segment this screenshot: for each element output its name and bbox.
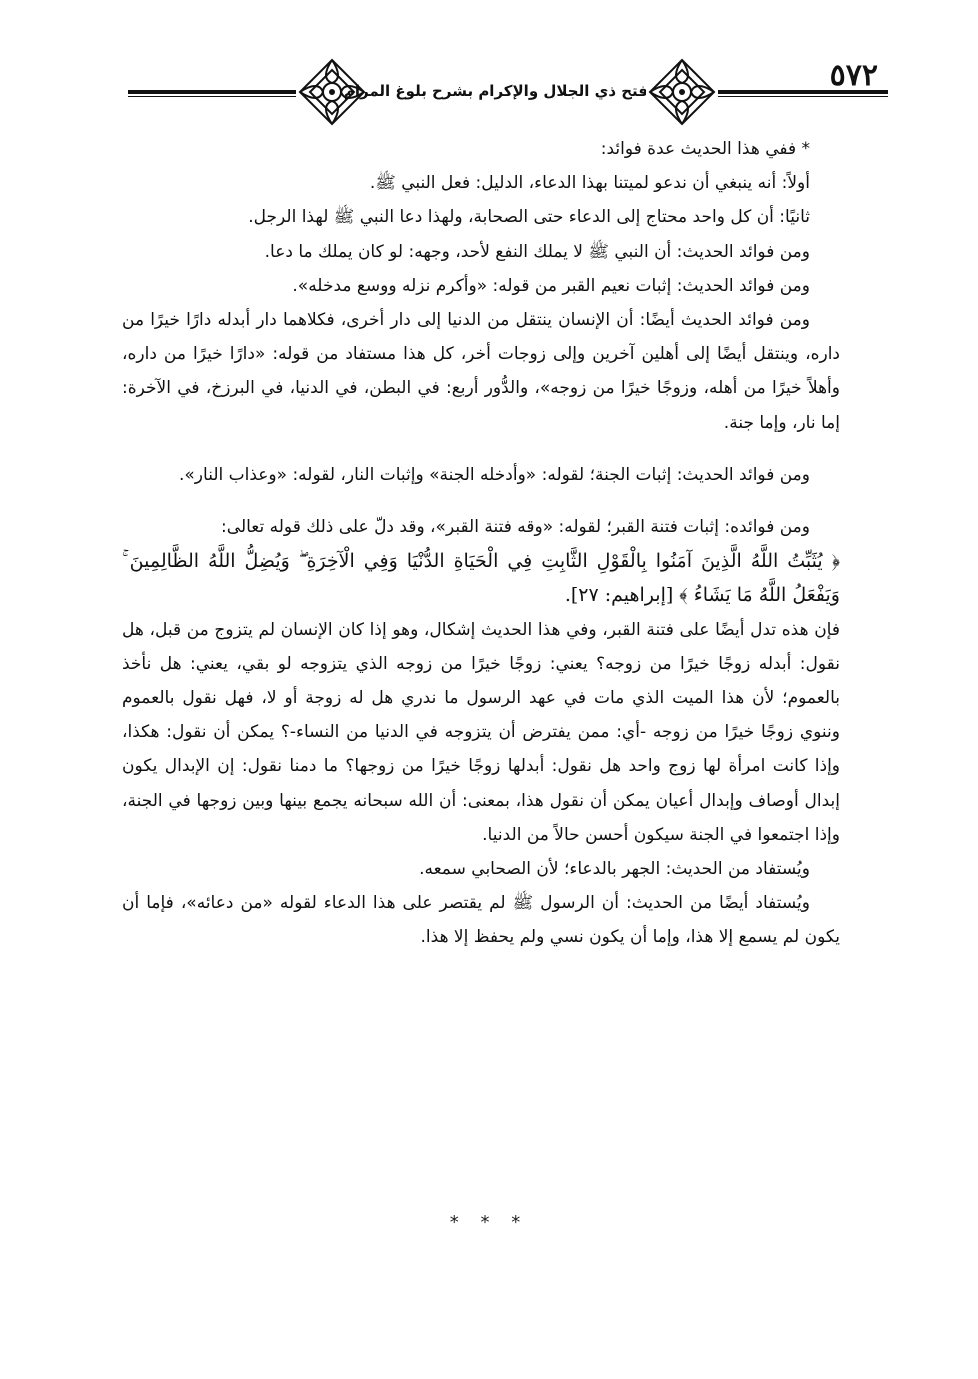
page-header (118, 50, 888, 130)
paragraph: ومن فوائده: إثبات فتنة القبر؛ لقوله: «وقه فتنة القبر»، وقد دلّ على ذلك قوله تعالى: (221, 517, 810, 538)
paragraph: ومن فوائد الحديث أيضًا: أن الإنسان ينتقل من الدنيا إلى دار أخرى، فكلاهما دار أبدله دارًا خيرًا من داره، وينتقل أيضًا إلى أهلين آخرين وإلى زوجات أخر، كل هذا مستفاد من قوله: «دارًا خيرًا من داره، وأهلاً خيرًا من أهله، وزوجًا خيرًا من زوجه»، والدُّور أربع: في البطن، في الدنيا، في البرزخ، في الآخرة: إما نار، وإما جنة. (122, 310, 840, 433)
paragraph: فإن هذه تدل أيضًا على فتنة القبر، وفي هذا الحديث إشكال، وهو إذا كان الإنسان لم يتزوج من قبل، هل نقول: أبدله زوجًا خيرًا من زوجه؟ يعني: زوجًا خيرًا من زوجه الذي يتزوجه لو بقي، يعني: هل نأخذ بالعموم؛ لأن هذا الميت الذي مات في عهد الرسول ما ندري هل له زوجة أو لا، فهل نقول بالعموم وننوي زوجًا خيرًا من زوجه -أي: ممن يفترض أن يتزوجه في الدنيا من النساء-؟ يمكن أن نقول: هكذا، وإذا كانت امرأة لها زوج واحد هل نقول: أبدلها زوجًا خيرًا من زوجها؟ ما دمنا نقول: إن الإبدال يكون إبدال أوصاف وإبدال أعيان يمكن أن نقول هذا، بمعنى: أن الله سبحانه يجمع بينها وبين زوجها في الجنة، وإذا اجتمعوا في الجنة سيكون أحسن حالاً من الدنيا. (122, 619, 840, 845)
book-title: فتح ذي الجلال والإكرام بشرح بلوغ المرام (343, 82, 648, 100)
paragraph: ومن فوائد الحديث: إثبات الجنة؛ لقوله: «وأدخله الجنة» وإثبات النار، لقوله: «وعذاب النار». (179, 464, 810, 485)
page-number: ٥٧٢ (829, 58, 878, 93)
right-ornament-icon (646, 56, 718, 128)
page-body (122, 132, 840, 955)
paragraph: ومن فوائد الحديث: أن النبي ﷺ لا يملك النفع لأحد، وجهه: لو كان يملك ما دعا. (264, 241, 810, 262)
paragraph: * ففي هذا الحديث عدة فوائد: (600, 139, 810, 159)
quran-verse: ﴿ يُثَبِّتُ اللَّهُ الَّذِينَ آمَنُوا بِالْقَوْلِ الثَّابِتِ فِي الْحَيَاةِ الدُّنْيَا وَفِي الْآخِرَةِ ۖ وَيُضِلُّ اللَّهُ الظَّالِمِينَ ۚ وَيَفْعَلُ اللَّهُ مَا يَشَاءُ ﴾ [إبراهيم: ٢٧]. (122, 550, 840, 607)
paragraph: ويُستفاد من الحديث: الجهر بالدعاء؛ لأن الصحابي سمعه. (419, 859, 810, 880)
paragraph: ويُستفاد أيضًا من الحديث: أن الرسول ﷺ لم يقتصر على هذا الدعاء لقوله «من دعائه»، فإما أن يكون لم يسمع إلا هذا، وإما أن يكون نسي ولم يحفظ إلا هذا. (122, 893, 840, 948)
paragraph: أولاً: أنه ينبغي أن ندعو لميتنا بهذا الدعاء، الدليل: فعل النبي ﷺ. (369, 173, 810, 194)
paragraph: ثانيًا: أن كل واحد محتاج إلى الدعاء حتى الصحابة، ولهذا دعا النبي ﷺ لهذا الرجل. (248, 207, 810, 228)
section-separator: * * * (449, 1212, 529, 1233)
paragraph: ومن فوائد الحديث: إثبات نعيم القبر من قوله: «وأكرم نزله ووسع مدخله». (292, 275, 810, 296)
